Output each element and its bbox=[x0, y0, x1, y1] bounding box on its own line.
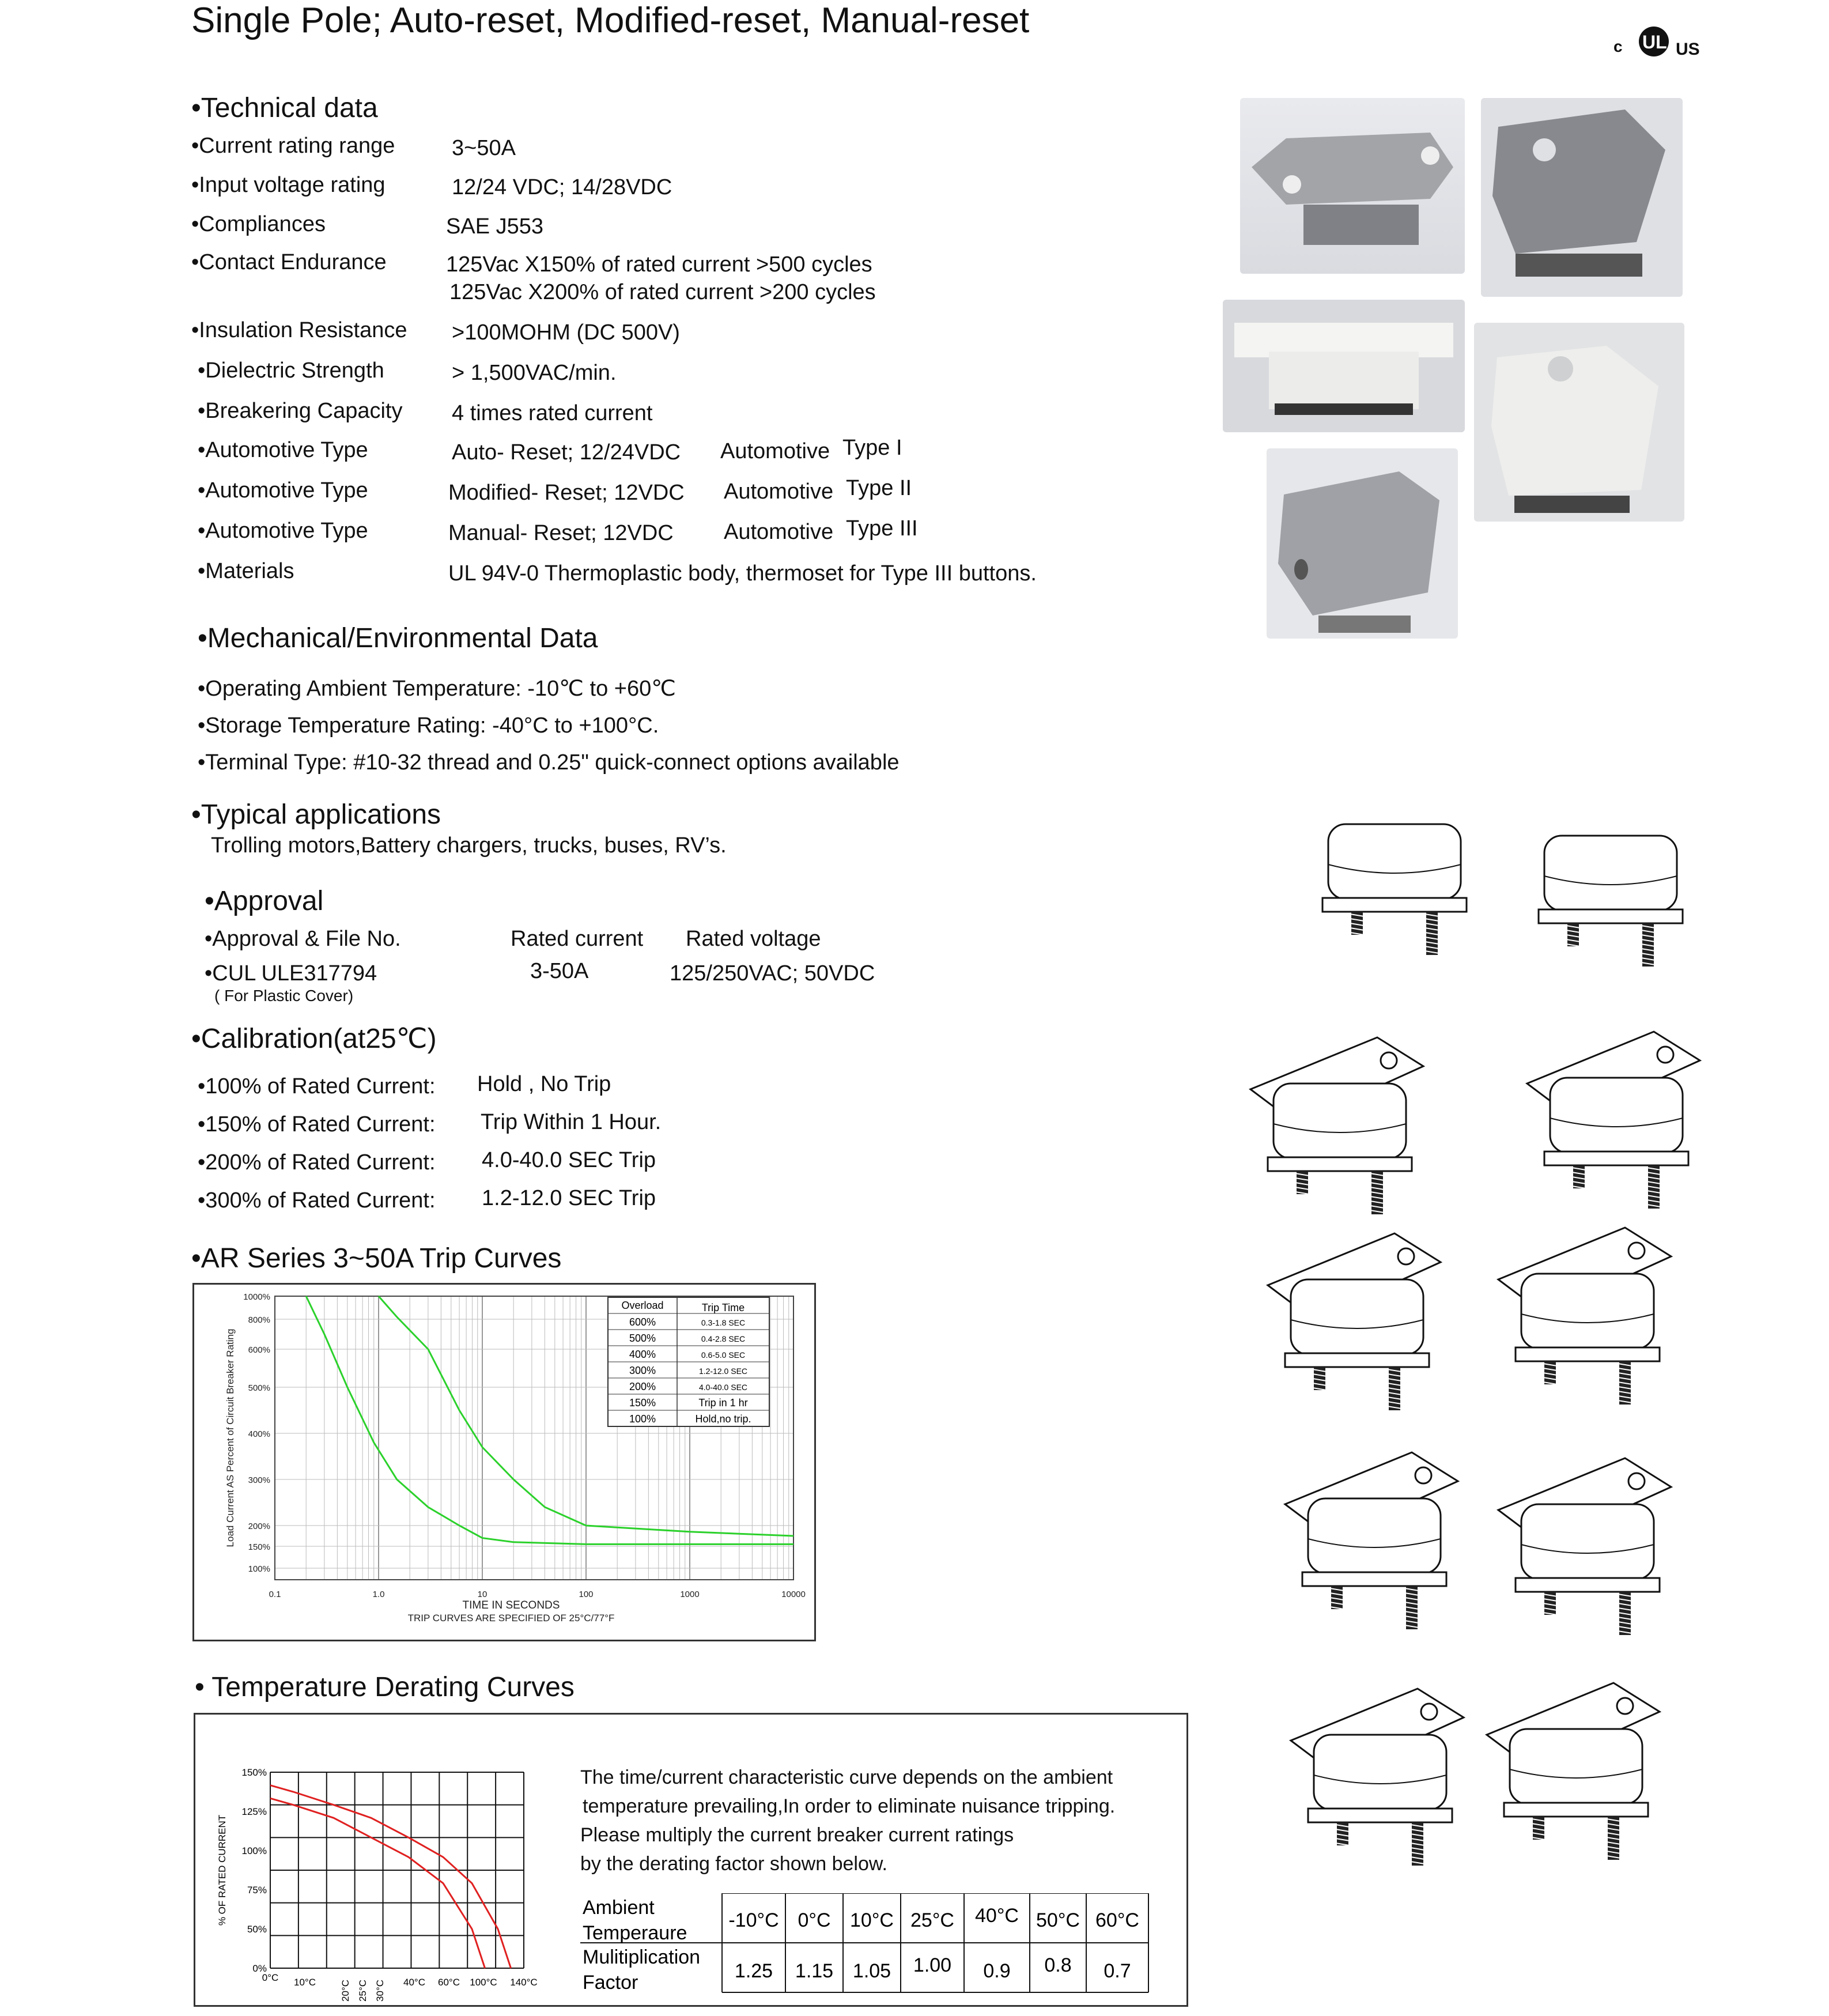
product-drawing bbox=[1481, 1671, 1677, 1864]
tech-value: 125Vac X150% of rated current >500 cycles bbox=[446, 252, 872, 277]
trip-legend-overload: 200% bbox=[629, 1381, 656, 1392]
tech-value: 3~50A bbox=[452, 136, 516, 160]
derate-x-tick: 30°C bbox=[375, 1980, 386, 2002]
trip-legend-time: 0.3-1.8 SEC bbox=[701, 1318, 746, 1327]
calibration-value: 4.0-40.0 SEC Trip bbox=[482, 1148, 656, 1172]
trip-legend-header: Overload bbox=[621, 1300, 664, 1311]
tech-label: •Breakering Capacity bbox=[198, 399, 403, 423]
calibration-label: •300% of Rated Current: bbox=[198, 1188, 436, 1213]
tech-value-2: 125Vac X200% of rated current >200 cycles bbox=[449, 280, 876, 304]
product-photo-2 bbox=[1481, 98, 1683, 297]
calibration-label: •200% of Rated Current: bbox=[198, 1150, 436, 1175]
tech-value: 4 times rated current bbox=[452, 401, 653, 425]
product-photo-1 bbox=[1240, 98, 1465, 274]
approval-file: •CUL ULE317794 bbox=[205, 961, 377, 986]
derate-y-tick: 0% bbox=[252, 1963, 267, 1974]
trip-y-label: Load Current AS Percent of Circuit Breaker Rating bbox=[225, 1328, 236, 1547]
applications-heading: •Typical applications bbox=[191, 799, 441, 830]
tech-value: UL 94V-0 Thermoplastic body, thermoset for Type III buttons. bbox=[448, 561, 1037, 586]
trip-heading: •AR Series 3~50A Trip Curves bbox=[191, 1243, 562, 1274]
trip-y-tick: 1000% bbox=[243, 1292, 270, 1302]
product-drawing bbox=[1492, 1216, 1688, 1409]
trip-x-tick: 100 bbox=[579, 1590, 594, 1599]
page-title: Single Pole; Auto-reset, Modified-reset, Manual-reset bbox=[191, 1, 1030, 40]
derate-temp-cell: 10°C bbox=[850, 1909, 894, 1931]
derate-temp-cell: 60°C bbox=[1095, 1909, 1139, 1931]
derate-factor-cell: 0.8 bbox=[1044, 1954, 1072, 1976]
derate-y-tick: 50% bbox=[247, 1924, 267, 1935]
trip-legend-overload: 150% bbox=[629, 1397, 656, 1409]
tech-label: •Compliances bbox=[191, 212, 326, 236]
trip-legend-time: Hold,no trip. bbox=[695, 1413, 751, 1425]
trip-y-tick: 300% bbox=[248, 1475, 270, 1485]
tech-value-3: Type II bbox=[846, 476, 912, 500]
trip-y-tick: 400% bbox=[248, 1429, 270, 1439]
svg-text:c: c bbox=[1613, 37, 1623, 55]
svg-text:UL: UL bbox=[1642, 32, 1667, 52]
product-drawing bbox=[1285, 1677, 1481, 1870]
trip-legend-time: Trip in 1 hr bbox=[698, 1397, 748, 1409]
trip-x-tick: 1.0 bbox=[372, 1590, 385, 1599]
trip-x-tick: 0.1 bbox=[269, 1590, 281, 1599]
derating-text-line: temperature prevailing,In order to eliminate nuisance tripping. bbox=[583, 1795, 1116, 1817]
calibration-value: 1.2-12.0 SEC Trip bbox=[482, 1186, 656, 1210]
tech-value: >100MOHM (DC 500V) bbox=[452, 320, 680, 345]
derating-frame bbox=[194, 1713, 1188, 2007]
tech-value: SAE J553 bbox=[446, 214, 543, 239]
trip-y-tick: 200% bbox=[248, 1522, 270, 1531]
approval-voltage: 125/250VAC; 50VDC bbox=[670, 961, 875, 986]
tech-value: > 1,500VAC/min. bbox=[452, 361, 617, 385]
derate-x-tick: 140°C bbox=[510, 1977, 538, 1988]
trip-chart-frame bbox=[192, 1283, 816, 1641]
product-drawing bbox=[1516, 824, 1711, 1017]
derate-row2-label: Factor bbox=[583, 1972, 638, 1994]
mechanical-item: •Terminal Type: #10-32 thread and 0.25" quick-connect options available bbox=[198, 750, 900, 775]
derate-factor-cell: 1.00 bbox=[913, 1954, 952, 1976]
derate-y-tick: 125% bbox=[241, 1806, 267, 1817]
product-photo-3 bbox=[1223, 300, 1465, 432]
derate-y-tick: 75% bbox=[247, 1885, 267, 1896]
derate-factor-cell: 1.25 bbox=[734, 1960, 773, 1982]
derate-row2-label: Mulitiplication bbox=[583, 1946, 701, 1968]
derate-factor-cell: 0.7 bbox=[1104, 1960, 1131, 1982]
product-drawing bbox=[1245, 1026, 1441, 1219]
trip-x-tick: 10000 bbox=[781, 1590, 806, 1599]
trip-x-tick: 10 bbox=[477, 1590, 488, 1599]
calibration-value: Trip Within 1 Hour. bbox=[481, 1110, 662, 1134]
trip-chart bbox=[194, 1285, 814, 1640]
tech-label: •Dielectric Strength bbox=[198, 358, 384, 383]
tech-label: •Insulation Resistance bbox=[191, 318, 407, 342]
trip-legend-time: 0.4-2.8 SEC bbox=[701, 1334, 746, 1343]
trip-legend-time: 4.0-40.0 SEC bbox=[698, 1383, 748, 1392]
approval-heading: •Approval bbox=[205, 886, 324, 916]
calibration-heading: •Calibration(at25℃) bbox=[191, 1024, 437, 1054]
tech-value-2: Automotive bbox=[720, 439, 830, 463]
derate-temp-cell: 25°C bbox=[910, 1909, 954, 1931]
trip-legend-overload: 600% bbox=[629, 1316, 656, 1328]
approval-col-file: •Approval & File No. bbox=[205, 927, 401, 951]
calibration-label: •100% of Rated Current: bbox=[198, 1074, 436, 1098]
mechanical-item: •Storage Temperature Rating: -40°C to +100°C. bbox=[198, 713, 659, 738]
trip-legend-overload: 100% bbox=[629, 1413, 656, 1425]
derating-text-line: The time/current characteristic curve depends on the ambient bbox=[580, 1766, 1113, 1788]
derate-row1-label: Temperaure bbox=[583, 1922, 687, 1944]
tech-value-2: Automotive bbox=[724, 520, 834, 544]
trip-legend-time: 0.6-5.0 SEC bbox=[701, 1350, 746, 1360]
derate-y-tick: 100% bbox=[241, 1845, 267, 1856]
trip-y-tick: 500% bbox=[248, 1383, 270, 1393]
trip-x-label: TIME IN SECONDS bbox=[462, 1599, 560, 1611]
derate-y-tick: 150% bbox=[241, 1767, 267, 1778]
tech-value: Auto- Reset; 12/24VDC bbox=[452, 440, 681, 465]
product-drawing bbox=[1492, 1447, 1688, 1640]
derate-x-tick: 0°C bbox=[262, 1972, 279, 1983]
mechanical-item: •Operating Ambient Temperature: -10℃ to +60℃ bbox=[198, 677, 676, 701]
tech-value: Modified- Reset; 12VDC bbox=[448, 481, 685, 505]
applications-text: Trolling motors,Battery chargers, trucks, buses, RV’s. bbox=[211, 833, 727, 858]
derate-temp-cell: -10°C bbox=[728, 1909, 779, 1931]
derate-x-tick: 60°C bbox=[438, 1977, 460, 1988]
approval-col-current: Rated current bbox=[511, 927, 644, 951]
tech-label: •Automotive Type bbox=[198, 438, 368, 462]
product-drawing bbox=[1279, 1441, 1475, 1634]
derate-x-tick: 10°C bbox=[294, 1977, 316, 1988]
tech-label: •Automotive Type bbox=[198, 478, 368, 503]
trip-legend-header: Trip Time bbox=[701, 1302, 745, 1313]
trip-x-label-2: TRIP CURVES ARE SPECIFIED OF 25°C/77°F bbox=[407, 1613, 615, 1624]
derate-factor-cell: 1.05 bbox=[852, 1960, 891, 1982]
derating-text-line: by the derating factor shown below. bbox=[580, 1853, 887, 1875]
derate-table-grid bbox=[580, 1893, 1185, 2000]
trip-y-tick: 150% bbox=[248, 1542, 270, 1552]
derate-factor-cell: 1.15 bbox=[795, 1960, 834, 1982]
tech-value: 12/24 VDC; 14/28VDC bbox=[452, 175, 672, 199]
trip-y-tick: 100% bbox=[248, 1564, 270, 1574]
derate-y-label: % OF RATED CURRENT bbox=[217, 1814, 228, 1926]
product-drawing bbox=[1262, 1222, 1458, 1415]
derate-factor-cell: 0.9 bbox=[983, 1960, 1011, 1982]
tech-value-3: Type I bbox=[842, 436, 902, 460]
derate-x-tick: 20°C bbox=[340, 1980, 351, 2002]
derate-temp-cell: 0°C bbox=[798, 1909, 831, 1931]
product-drawing bbox=[1521, 1020, 1717, 1213]
derate-curve-2 bbox=[270, 1798, 485, 1968]
tech-label: •Input voltage rating bbox=[191, 173, 386, 197]
product-photo-5 bbox=[1267, 448, 1458, 639]
approval-current: 3-50A bbox=[530, 959, 589, 983]
calibration-value: Hold , No Trip bbox=[477, 1072, 611, 1096]
product-photo-4 bbox=[1474, 323, 1684, 522]
mechanical-heading: •Mechanical/Environmental Data bbox=[198, 623, 598, 654]
derating-chart bbox=[195, 1715, 564, 2005]
derate-x-tick: 40°C bbox=[403, 1977, 425, 1988]
derating-heading: • Temperature Derating Curves bbox=[195, 1672, 575, 1702]
trip-x-tick: 1000 bbox=[680, 1590, 700, 1599]
trip-legend-time: 1.2-12.0 SEC bbox=[698, 1366, 748, 1376]
tech-label: •Automotive Type bbox=[198, 519, 368, 543]
tech-label: •Current rating range bbox=[191, 134, 395, 158]
ul-logo bbox=[1613, 23, 1711, 61]
technical-heading: •Technical data bbox=[191, 93, 378, 123]
tech-value-3: Type III bbox=[846, 516, 918, 541]
trip-y-tick: 800% bbox=[248, 1315, 270, 1325]
approval-note: ( For Plastic Cover) bbox=[214, 987, 354, 1005]
trip-y-tick: 600% bbox=[248, 1345, 270, 1355]
derate-x-tick: 25°C bbox=[357, 1980, 368, 2002]
derate-temp-cell: 40°C bbox=[975, 1905, 1019, 1927]
derate-x-tick: 100°C bbox=[470, 1977, 497, 1988]
calibration-label: •150% of Rated Current: bbox=[198, 1112, 436, 1137]
trip-legend-overload: 300% bbox=[629, 1365, 656, 1376]
derating-text-line: Please multiply the current breaker current ratings bbox=[580, 1824, 1014, 1846]
trip-legend-overload: 500% bbox=[629, 1332, 656, 1344]
trip-legend-overload: 400% bbox=[629, 1349, 656, 1360]
approval-col-voltage: Rated voltage bbox=[686, 927, 821, 951]
tech-label: •Contact Endurance bbox=[191, 250, 387, 274]
svg-text:US: US bbox=[1676, 40, 1700, 58]
tech-label: •Materials bbox=[198, 559, 294, 583]
derate-row1-label: Ambient bbox=[583, 1897, 655, 1919]
tech-value: Manual- Reset; 12VDC bbox=[448, 521, 674, 545]
derate-temp-cell: 50°C bbox=[1036, 1909, 1080, 1931]
derate-curve-1 bbox=[270, 1785, 511, 1968]
tech-value-2: Automotive bbox=[724, 480, 834, 504]
product-drawing bbox=[1299, 813, 1495, 1006]
